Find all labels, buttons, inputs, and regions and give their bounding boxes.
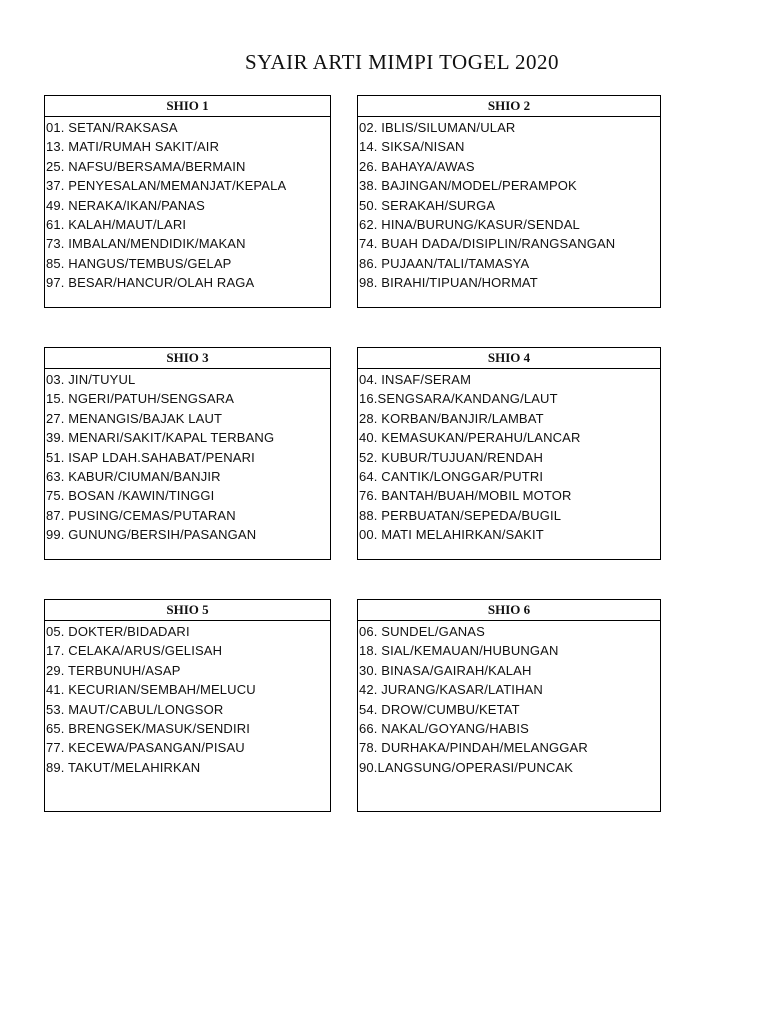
shio-2-box	[357, 95, 661, 308]
list-item: 51. ISAP LDAH.SAHABAT/PENARI	[46, 449, 255, 465]
list-item: 16.SENGSARA/KANDANG/LAUT	[359, 391, 558, 407]
list-item: 98. BIRAHI/TIPUAN/HORMAT	[359, 275, 538, 291]
list-item: 03. JIN/TUYUL	[46, 372, 136, 387]
shio-3-box	[44, 347, 331, 560]
list-item: 00. MATI MELAHIRKAN/SAKIT	[359, 527, 544, 543]
list-item: 26. BAHAYA/AWAS	[359, 158, 475, 174]
list-item: 41. KECURIAN/SEMBAH/MELUCU	[46, 682, 256, 698]
list-item: 50. SERAKAH/SURGA	[359, 197, 496, 213]
list-item: 18. SIAL/KEMAUAN/HUBUNGAN	[359, 643, 559, 659]
list-item: 88. PERBUATAN/SEPEDA/BUGIL	[359, 507, 562, 523]
list-item: 74. BUAH DADA/DISIPLIN/RANGSANGAN	[359, 236, 616, 252]
list-item: 29. TERBUNUH/ASAP	[46, 662, 181, 678]
list-item: 66. NAKAL/GOYANG/HABIS	[359, 721, 529, 737]
shio-4-heading: SHIO 4	[358, 348, 660, 369]
list-item: 38. BAJINGAN/MODEL/PERAMPOK	[359, 178, 577, 194]
list-item: 86. PUJAAN/TALI/TAMASYA	[359, 255, 530, 271]
list-item: 39. MENARI/SAKIT/KAPAL TERBANG	[46, 430, 275, 446]
list-item: 97. BESAR/HANCUR/OLAH RAGA	[46, 275, 255, 291]
list-item: 42. JURANG/KASAR/LATIHAN	[359, 682, 543, 698]
list-item: 90.LANGSUNG/OPERASI/PUNCAK	[359, 759, 574, 775]
list-item: 64. CANTIK/LONGGAR/PUTRI	[359, 469, 544, 485]
list-item: 28. KORBAN/BANJIR/LAMBAT	[359, 410, 544, 426]
list-item: 37. PENYESALAN/MEMANJAT/KEPALA	[46, 178, 287, 194]
list-item: 02. IBLIS/SILUMAN/ULAR	[359, 120, 516, 135]
list-item: 63. KABUR/CIUMAN/BANJIR	[46, 469, 221, 485]
list-item: 65. BRENGSEK/MASUK/SENDIRI	[46, 721, 251, 737]
list-item: 49. NERAKA/IKAN/PANAS	[46, 197, 205, 213]
list-item: 76. BANTAH/BUAH/MOBIL MOTOR	[359, 488, 572, 504]
list-item: 05. DOKTER/BIDADARI	[46, 624, 190, 639]
list-item: 27. MENANGIS/BAJAK LAUT	[46, 410, 223, 426]
shio-2-heading: SHIO 2	[358, 96, 660, 117]
list-item: 89. TAKUT/MELAHIRKAN	[46, 759, 201, 775]
shio-5-box	[44, 599, 331, 812]
list-item: 77. KECEWA/PASANGAN/PISAU	[46, 740, 245, 756]
shio-5-heading: SHIO 5	[45, 600, 330, 621]
shio-4-box	[357, 347, 661, 560]
list-item: 14. SIKSA/NISAN	[359, 139, 465, 155]
list-item: 40. KEMASUKAN/PERAHU/LANCAR	[359, 430, 581, 446]
shio-1-heading: SHIO 1	[45, 96, 330, 117]
shio-6-heading: SHIO 6	[358, 600, 660, 621]
list-item: 30. BINASA/GAIRAH/KALAH	[359, 662, 532, 678]
list-item: 54. DROW/CUMBU/KETAT	[359, 701, 520, 717]
shio-1-box	[44, 95, 331, 308]
list-item: 78. DURHAKA/PINDAH/MELANGGAR	[359, 740, 588, 756]
list-item: 17. CELAKA/ARUS/GELISAH	[46, 643, 223, 659]
list-item: 13. MATI/RUMAH SAKIT/AIR	[46, 139, 220, 155]
list-item: 61. KALAH/MAUT/LARI	[46, 217, 187, 233]
list-item: 62. HINA/BURUNG/KASUR/SENDAL	[359, 217, 580, 233]
list-item: 85. HANGUS/TEMBUS/GELAP	[46, 255, 232, 271]
list-item: 04. INSAF/SERAM	[359, 372, 472, 387]
list-item: 53. MAUT/CABUL/LONGSOR	[46, 701, 224, 717]
shio-3-heading: SHIO 3	[45, 348, 330, 369]
shio-6-box	[357, 599, 661, 812]
list-item: 52. KUBUR/TUJUAN/RENDAH	[359, 449, 544, 465]
list-item: 99. GUNUNG/BERSIH/PASANGAN	[46, 527, 257, 543]
list-item: 75. BOSAN /KAWIN/TINGGI	[46, 488, 215, 504]
list-item: 73. IMBALAN/MENDIDIK/MAKAN	[46, 236, 246, 252]
list-item: 01. SETAN/RAKSASA	[46, 120, 178, 135]
page-title: SYAIR ARTI MIMPI TOGEL 2020	[244, 50, 560, 74]
list-item: 87. PUSING/CEMAS/PUTARAN	[46, 507, 236, 523]
list-item: 15. NGERI/PATUH/SENGSARA	[46, 391, 235, 407]
list-item: 25. NAFSU/BERSAMA/BERMAIN	[46, 158, 246, 174]
list-item: 06. SUNDEL/GANAS	[359, 624, 485, 639]
